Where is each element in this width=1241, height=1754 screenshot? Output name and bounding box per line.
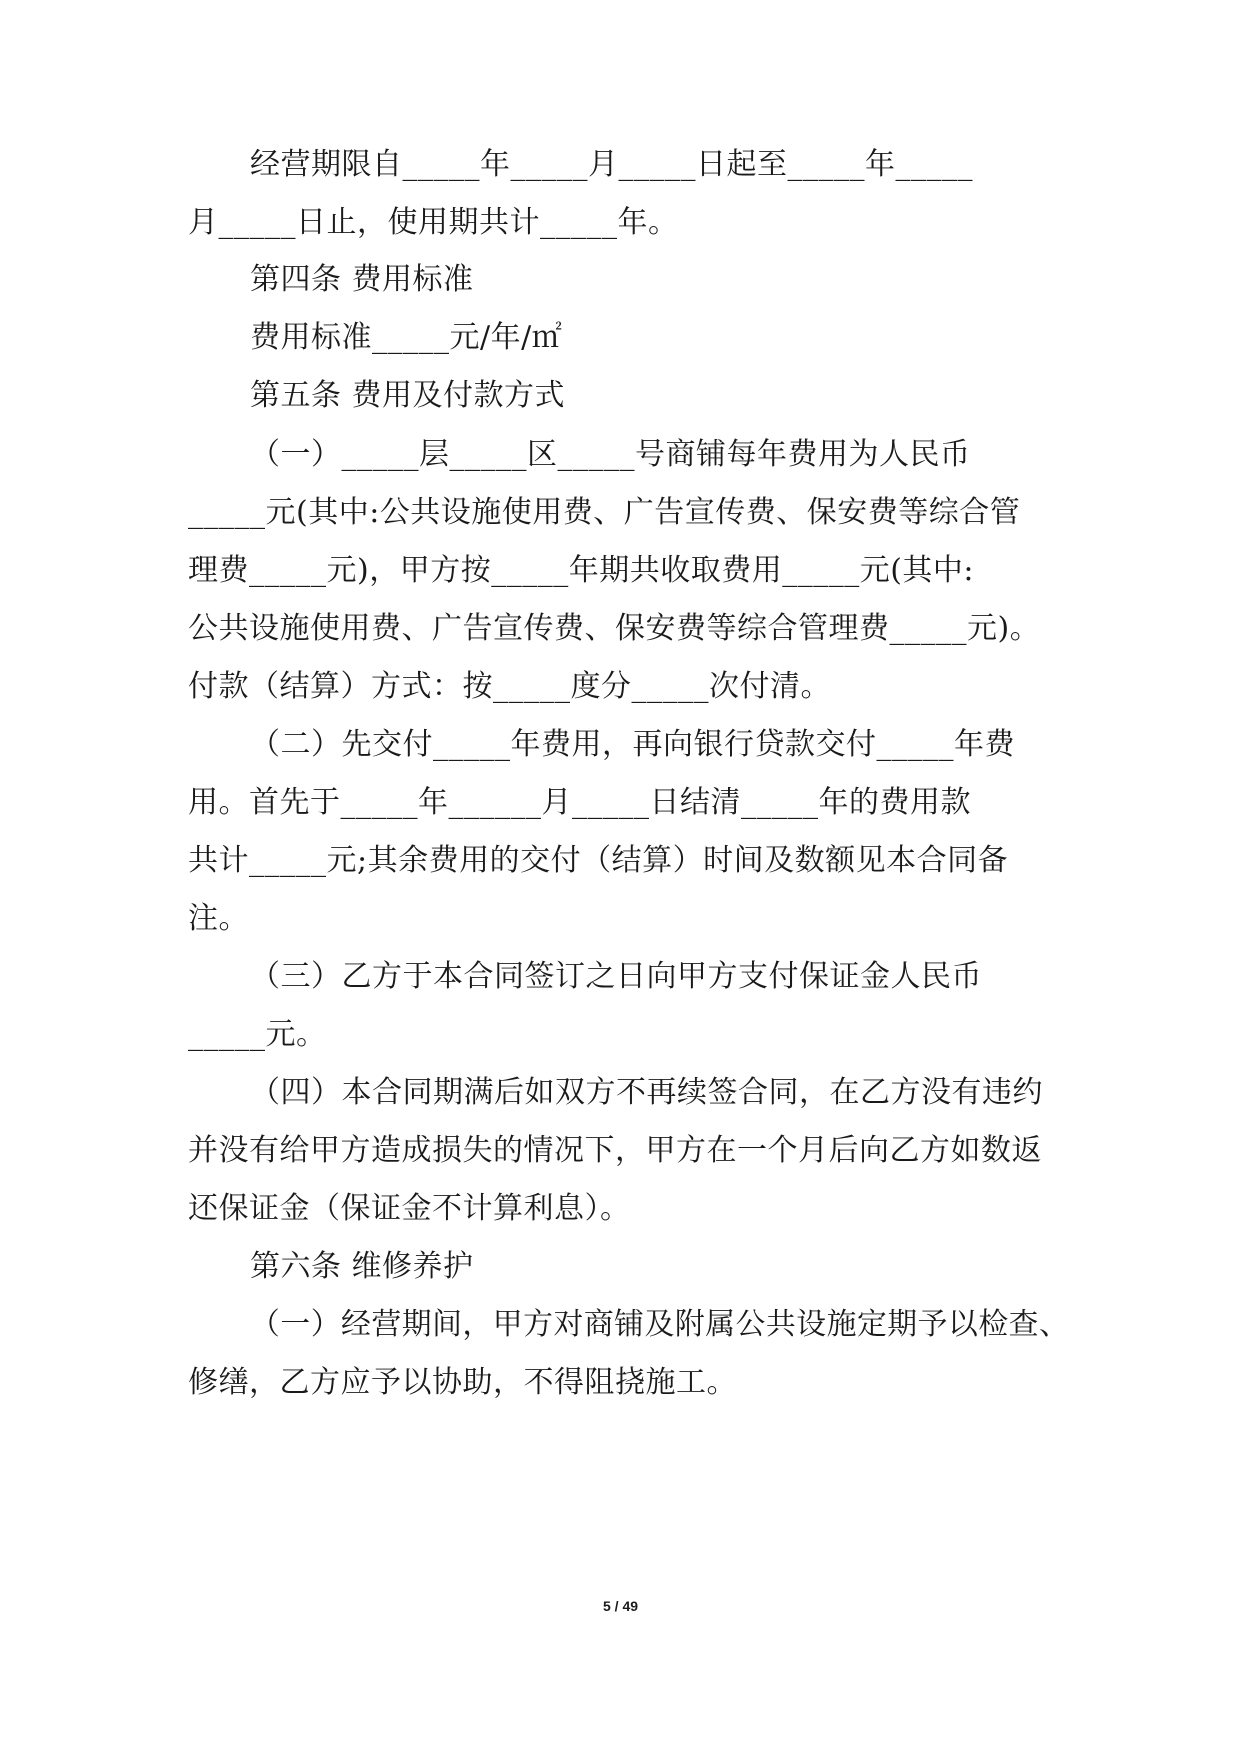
clause-6-1-line-1: （一）经营期间，甲方对商铺及附属公共设施定期予以检查、	[250, 1307, 1070, 1342]
clause-5-1-line-3: 理费_____元)，甲方按_____年期共收取费用_____元(其中:	[188, 553, 975, 588]
clause-5-2-line-1: （二）先交付_____年费用，再向银行贷款交付_____年费	[250, 727, 1015, 762]
page-number: 5 / 49	[602, 1598, 639, 1614]
term-period-line-2: 月_____日止，使用期共计_____年。	[188, 205, 679, 240]
article-5-heading: 第五条 费用及付款方式	[250, 378, 566, 413]
clause-5-2-line-2: 用。首先于_____年______月_____日结清_____年的费用款	[188, 785, 971, 820]
clause-5-1-line-4: 公共设施使用费、广告宣传费、保安费等综合管理费_____元)。	[188, 611, 1041, 646]
clause-5-2-line-4: 注。	[188, 901, 249, 936]
clause-6-1-line-2: 修缮，乙方应予以协助，不得阻挠施工。	[188, 1365, 737, 1400]
clause-5-1-line-5: 付款（结算）方式：按_____度分_____次付清。	[188, 669, 831, 704]
clause-5-3-line-1: （三）乙方于本合同签订之日向甲方支付保证金人民币	[250, 959, 982, 994]
clause-5-4-line-3: 还保证金（保证金不计算利息）。	[188, 1191, 631, 1226]
term-period-line-1: 经营期限自_____年_____月_____日起至_____年_____	[250, 147, 973, 182]
clause-5-1-line-1: （一）_____层_____区_____号商铺每年费用为人民币	[250, 437, 971, 472]
article-4-heading: 第四条 费用标准	[250, 262, 474, 297]
clause-5-4-line-1: （四）本合同期满后如双方不再续签合同，在乙方没有违约	[250, 1075, 1043, 1110]
clause-5-4-line-2: 并没有给甲方造成损失的情况下，甲方在一个月后向乙方如数返	[188, 1133, 1042, 1168]
clause-5-1-line-2: _____元(其中:公共设施使用费、广告宣传费、保安费等综合管	[188, 495, 1021, 530]
fee-standard-line: 费用标准_____元/年/㎡	[250, 320, 563, 355]
clause-5-3-line-2: _____元。	[188, 1017, 327, 1052]
clause-5-2-line-3: 共计_____元;其余费用的交付（结算）时间及数额见本合同备	[188, 843, 1009, 878]
article-6-heading: 第六条 维修养护	[250, 1249, 474, 1284]
